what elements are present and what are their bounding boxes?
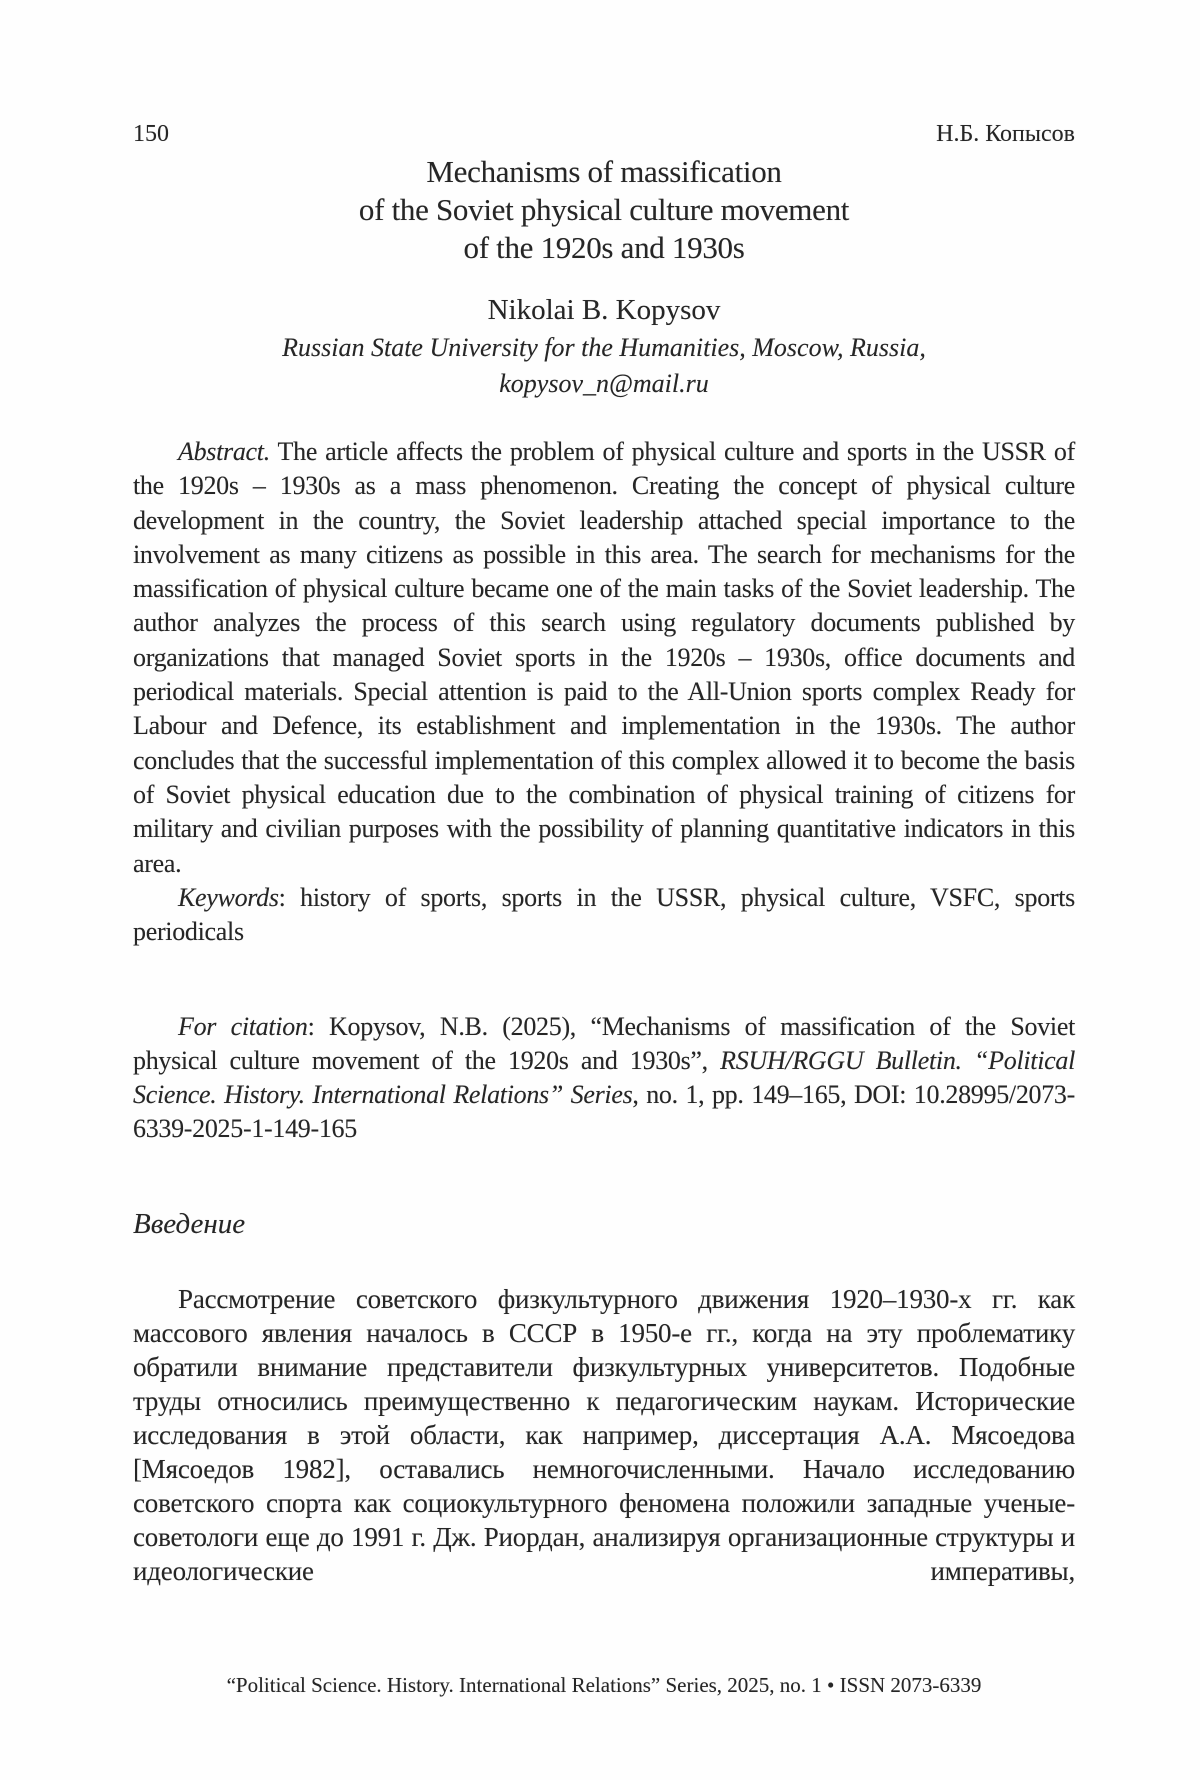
author-name: Nikolai B. Kopysov — [487, 294, 721, 326]
citation-part1: : Kopysov, N.B. (2025), “Mechanisms of massification of the Soviet physical culture movement of the 1920s and 1930s”, — [133, 1012, 1075, 1075]
article-title-line-2: of the Soviet physical culture movement — [358, 192, 850, 227]
article-title-line-1: Mechanisms of massification — [426, 154, 782, 189]
keywords-paragraph — [133, 881, 1075, 950]
citation-journal: RSUH/RGGU Bulletin. “Political Science. History. International Relations” Series — [133, 1046, 1075, 1109]
running-head — [133, 121, 1075, 147]
citation-paragraph — [133, 1010, 1075, 1146]
introduction-paragraph: Рассмотрение советского физкультурного движения 1920–1930-х гг. как массового явления началось в СССР в 1950-е гг., когда на эту проблематику обратили внимание представители физкультурных университетов. Подобные труды относились преимущественно к педагогическим наукам. Исторические исследования в этой области, как например, диссертация А.А. Мясоедова [Мясоедов 1982], оставались немногочисленными. Начало исследованию советского спорта как социокультурного феномена положили западные ученые-советологи еще до 1991 г. Дж. Риордан, анализируя организационные структуры и идеологические императивы, — [133, 1284, 1075, 1586]
journal-footer: “Political Science. History. International Relations” Series, 2025, no. 1 • ISSN 2073-6339 — [226, 1673, 982, 1697]
abstract-text: The article affects the problem of physical culture and sports in the USSR of the 1920s – 1930s as a mass phenomenon. Creating the concept of physical culture development in the country, the Soviet leadership attached special importance to the involvement as many citizens as possible in this area. The search for mechanisms for the massification of physical culture became one of the main tasks of the Soviet leadership. The author analyzes the process of this search using regulatory documents published by organizations that managed Soviet sports in the 1920s – 1930s, office documents and periodical materials. Special attention is paid to the All-Union sports complex Ready for Labour and Defence, its establishment and implementation in the 1930s. The author concludes that the successful implementation of this complex allowed it to become the basis of Soviet physical education due to the combination of physical training of citizens for military and civilian purposes with the possibility of planning quantitative indicators in this area. — [133, 437, 1075, 878]
article-title-line-3: of the 1920s and 1930s — [463, 230, 745, 265]
citation-label: For citation — [178, 1012, 308, 1041]
abstract-paragraph — [133, 435, 1075, 881]
keywords-text: : history of sports, sports in the USSR, physical culture, VSFC, sports periodicals — [133, 882, 1075, 947]
section-heading-introduction: Введение — [133, 1208, 246, 1240]
running-head-author: Н.Б. Копысов — [936, 121, 1075, 147]
page-number: 150 — [133, 121, 169, 147]
abstract-block — [133, 435, 1075, 949]
article-title — [133, 153, 1075, 267]
keywords-label: Keywords — [178, 882, 279, 912]
author-email: kopysov_n@mail.ru — [499, 369, 709, 398]
author-affiliation: Russian State University for the Humanities, Moscow, Russia, — [282, 333, 926, 362]
citation-part3: , no. 1, pp. 149–165, DOI: 10.28995/2073-6339-2025-1-149-165 — [133, 1080, 1075, 1143]
abstract-label: Abstract. — [178, 437, 270, 466]
